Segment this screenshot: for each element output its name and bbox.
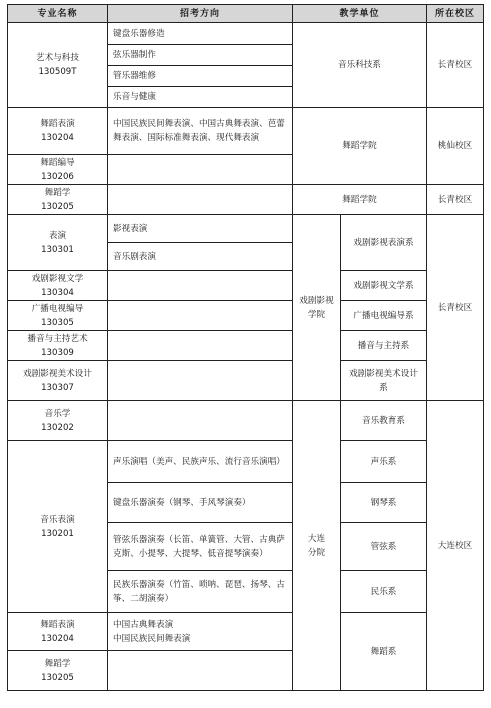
table-row — [8, 215, 484, 243]
college-name: 大连分院 — [307, 533, 326, 558]
major-code: 130205 — [41, 672, 74, 683]
dept-cell: 声乐系 — [341, 441, 427, 483]
major-cell — [8, 651, 108, 691]
campus-cell: 长青校区 — [427, 23, 484, 108]
unit-cell: 舞蹈学院 — [293, 108, 427, 185]
direction-cell-empty — [108, 155, 293, 185]
major-name: 广播电视编导 — [31, 303, 84, 314]
major-name: 舞蹈学 — [44, 187, 71, 198]
major-cell — [8, 301, 108, 331]
direction-cell — [108, 613, 293, 651]
direction-cell: 民族乐器演奏（竹笛、唢呐、琵琶、扬琴、古筝、二胡演奏） — [108, 571, 293, 613]
dept-cell: 戏剧影视表演系 — [341, 215, 427, 271]
direction-cell: 弦乐器制作 — [108, 45, 293, 66]
major-code: 130301 — [41, 244, 74, 255]
major-cell — [8, 361, 108, 401]
college-name: 戏剧影视学院 — [299, 295, 334, 320]
direction-cell: 管乐器维修 — [108, 66, 293, 87]
major-name: 音乐表演 — [40, 514, 75, 525]
dept-cell: 广播电视编导系 — [341, 301, 427, 331]
admission-table-container — [7, 4, 484, 691]
major-cell — [8, 23, 108, 108]
dept-cell: 戏剧影视文学系 — [341, 271, 427, 301]
table-row — [8, 441, 484, 483]
direction-cell: 乐音与健康 — [108, 87, 293, 108]
major-code: 130307 — [41, 382, 74, 393]
dept-cell: 音乐教育系 — [341, 401, 427, 441]
major-code: 130206 — [41, 171, 74, 182]
major-code: 130305 — [41, 317, 74, 328]
direction-cell: 音乐剧表演 — [108, 243, 293, 271]
direction-cell-empty — [108, 401, 293, 441]
major-code: 130309 — [41, 347, 74, 358]
dept-cell: 钢琴系 — [341, 483, 427, 523]
table-header-row — [8, 5, 484, 23]
header-major: 专业名称 — [8, 5, 108, 23]
table-row — [8, 301, 484, 331]
direction-cell-empty — [108, 361, 293, 401]
major-cell — [8, 271, 108, 301]
direction-line: 中国古典舞表演 — [113, 619, 174, 630]
major-code: 130509T — [38, 67, 77, 77]
major-name: 戏剧影视美术设计 — [23, 368, 92, 379]
dept-cell: 舞蹈系 — [341, 613, 427, 691]
direction-cell: 管弦乐器演奏（长笛、单簧管、大管、古典萨克斯、小提琴、大提琴、低音提琴演奏） — [108, 523, 293, 571]
major-cell — [8, 441, 108, 613]
dept-cell: 播音与主持系 — [341, 331, 427, 361]
table-row — [8, 331, 484, 361]
major-name: 播音与主持艺术 — [27, 333, 88, 344]
major-name: 音乐学 — [44, 408, 71, 419]
major-cell — [8, 185, 108, 215]
campus-cell: 长青校区 — [427, 215, 484, 401]
table-row — [8, 271, 484, 301]
direction-cell: 键盘乐器演奏（钢琴、手风琴演奏） — [108, 483, 293, 523]
campus-cell: 长青校区 — [427, 185, 484, 215]
unit-cell: 音乐科技系 — [293, 23, 427, 108]
table-row — [8, 23, 484, 45]
direction-cell: 声乐演唱（美声、民族声乐、流行音乐演唱） — [108, 441, 293, 483]
campus-cell: 大连校区 — [427, 401, 484, 691]
major-name: 戏剧影视文学 — [31, 273, 84, 284]
direction-cell-empty — [108, 185, 293, 215]
dept-cell: 管弦系 — [341, 523, 427, 571]
major-code: 130204 — [41, 633, 74, 644]
major-cell — [8, 613, 108, 651]
direction-cell: 中国民族民间舞表演、中国古典舞表演、芭蕾舞表演、国际标准舞表演、现代舞表演 — [108, 108, 293, 155]
major-name: 表演 — [48, 230, 67, 241]
major-cell — [8, 155, 108, 185]
table-row — [8, 613, 484, 651]
major-cell — [8, 108, 108, 155]
major-code: 130304 — [41, 287, 74, 298]
major-code: 130202 — [41, 422, 74, 433]
table-row — [8, 185, 484, 215]
direction-cell-empty — [108, 331, 293, 361]
table-row — [8, 401, 484, 441]
table-row — [8, 108, 484, 155]
direction-cell: 影视表演 — [108, 215, 293, 243]
dept-cell: 民乐系 — [341, 571, 427, 613]
major-name: 舞蹈编导 — [40, 157, 75, 168]
major-code: 130201 — [41, 528, 74, 539]
major-cell — [8, 401, 108, 441]
dept-cell: 戏剧影视美术设计系 — [341, 361, 427, 401]
major-name: 舞蹈学 — [44, 658, 71, 669]
campus-cell: 桃仙校区 — [427, 108, 484, 185]
college-cell — [293, 215, 341, 401]
direction-cell-empty — [108, 651, 293, 691]
direction-cell: 键盘乐器修造 — [108, 23, 293, 45]
unit-cell: 舞蹈学院 — [293, 185, 427, 215]
major-cell — [8, 331, 108, 361]
table-row — [8, 361, 484, 401]
major-code: 130204 — [41, 133, 74, 143]
direction-line: 中国民族民间舞表演 — [113, 633, 191, 644]
direction-cell-empty — [108, 301, 293, 331]
header-campus: 所在校区 — [427, 5, 484, 23]
major-code: 130205 — [41, 201, 74, 212]
header-direction: 招考方向 — [108, 5, 293, 23]
major-cell — [8, 215, 108, 271]
college-cell — [293, 401, 341, 691]
admission-table — [7, 4, 484, 691]
major-name: 舞蹈表演 — [40, 619, 75, 630]
header-unit: 教学单位 — [293, 5, 427, 23]
major-name: 艺术与科技 — [36, 53, 79, 63]
major-name: 舞蹈表演 — [40, 119, 75, 129]
direction-cell-empty — [108, 271, 293, 301]
